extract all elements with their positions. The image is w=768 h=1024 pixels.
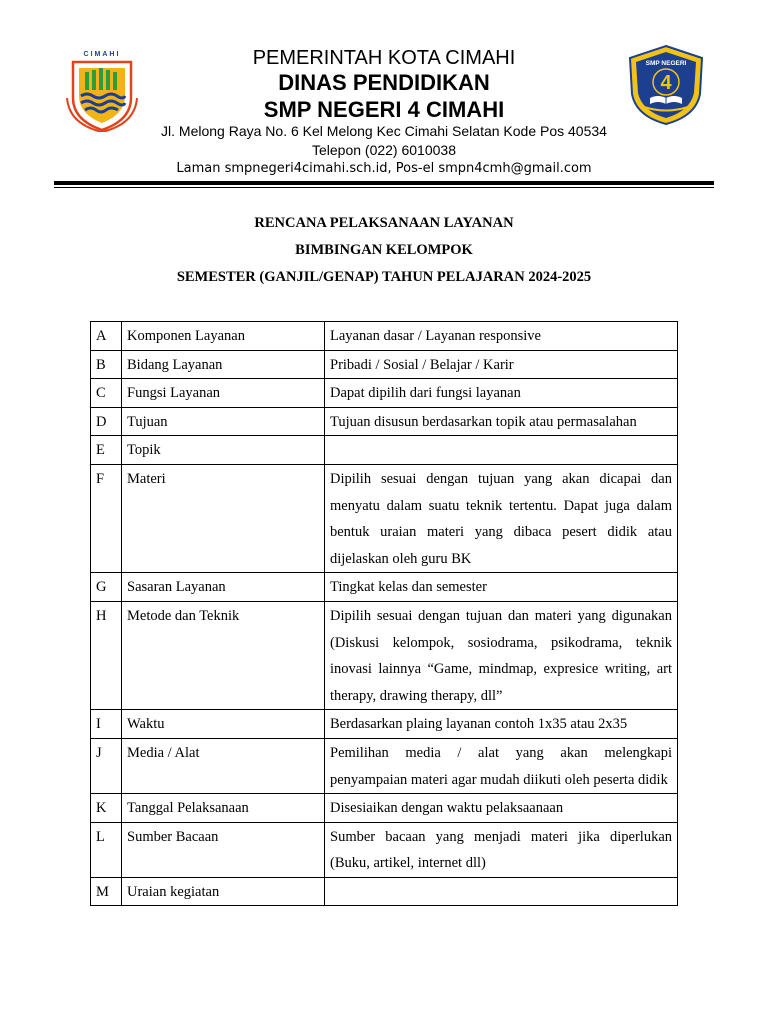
row-description: Tujuan disusun berdasarkan topik atau permasalahan: [325, 407, 678, 436]
row-component: Sumber Bacaan: [122, 822, 325, 877]
row-component: Komponen Layanan: [122, 322, 325, 351]
school-web-email: Laman smpnegeri4cimahi.sch.id, Pos-el smpn4cmh@gmail.com: [176, 161, 592, 176]
row-component: Tujuan: [122, 407, 325, 436]
table-row: [91, 877, 678, 906]
row-description: [325, 436, 678, 465]
letterhead-rule-thick: [54, 181, 714, 185]
table-row: [91, 350, 678, 379]
table-row: [91, 322, 678, 351]
school-address: Jl. Melong Raya No. 6 Kel Melong Kec Cimahi Selatan Kode Pos 40534: [161, 123, 607, 139]
row-description: Tingkat kelas dan semester: [325, 573, 678, 602]
school-phone: Telepon (022) 6010038: [311, 142, 456, 158]
emblem-school-number: 4: [660, 72, 672, 94]
row-code: H: [91, 601, 122, 709]
letterhead: [0, 0, 768, 190]
row-description: Dipilih sesuai dengan tujuan dan materi yang digunakan (Diskusi kelompok, sosiodrama, psikodrama, teknik inovasi lainnya “Game, mindmap, expresice writing, art therapy, drawing therapy, dll”: [325, 601, 678, 709]
table-row: [91, 601, 678, 709]
table-row: [91, 436, 678, 465]
table-row: [91, 794, 678, 823]
row-component: Media / Alat: [122, 738, 325, 793]
row-component: Fungsi Layanan: [122, 379, 325, 408]
document-subtitle: BIMBINGAN KELOMPOK: [295, 242, 473, 258]
agency-name: DINAS PENDIDIKAN: [278, 70, 490, 95]
emblem-school-label: SMP NEGERI: [645, 60, 687, 67]
table-row: [91, 573, 678, 602]
row-component: Materi: [122, 464, 325, 572]
document-title: RENCANA PELAKSANAAN LAYANAN: [254, 215, 514, 231]
row-code: J: [91, 738, 122, 793]
school-emblem-icon: [626, 44, 706, 126]
row-code: G: [91, 573, 122, 602]
row-component: Sasaran Layanan: [122, 573, 325, 602]
row-component: Waktu: [122, 710, 325, 739]
table-row: [91, 710, 678, 739]
document-period: SEMESTER (GANJIL/GENAP) TAHUN PELAJARAN 2024-2025: [176, 269, 592, 285]
row-code: M: [91, 877, 122, 906]
row-description: Disesiaikan dengan waktu pelaksaanaan: [325, 794, 678, 823]
row-code: C: [91, 379, 122, 408]
table-row: [91, 407, 678, 436]
table-row: [91, 464, 678, 572]
row-description: Berdasarkan plaing layanan contoh 1x35 atau 2x35: [325, 710, 678, 739]
service-plan-table: [90, 321, 678, 906]
row-description: Sumber bacaan yang menjadi materi jika diperlukan (Buku, artikel, internet dll): [325, 822, 678, 877]
row-component: Bidang Layanan: [122, 350, 325, 379]
row-code: D: [91, 407, 122, 436]
row-description: Pribadi / Sosial / Belajar / Karir: [325, 350, 678, 379]
row-code: F: [91, 464, 122, 572]
row-component: Topik: [122, 436, 325, 465]
row-code: B: [91, 350, 122, 379]
row-description: Layanan dasar / Layanan responsive: [325, 322, 678, 351]
table-row: [91, 738, 678, 793]
row-component: Metode dan Teknik: [122, 601, 325, 709]
row-code: A: [91, 322, 122, 351]
cimahi-city-emblem-icon: [63, 48, 141, 132]
row-code: L: [91, 822, 122, 877]
government-name: PEMERINTAH KOTA CIMAHI: [252, 47, 516, 69]
row-code: E: [91, 436, 122, 465]
row-code: I: [91, 710, 122, 739]
row-description: Dapat dipilih dari fungsi layanan: [325, 379, 678, 408]
emblem-city-name: CIMAHI: [83, 51, 121, 58]
letterhead-rule-thin: [54, 187, 714, 188]
school-name: SMP NEGERI 4 CIMAHI: [263, 97, 505, 122]
row-description: [325, 877, 678, 906]
table-row: [91, 822, 678, 877]
row-component: Tanggal Pelaksanaan: [122, 794, 325, 823]
row-code: K: [91, 794, 122, 823]
row-description: Dipilih sesuai dengan tujuan yang akan dicapai dan menyatu dalam suatu teknik tertentu. Dapat juga dalam bentuk uraian materi yang dibaca pesert didik atau dijelaskan oleh guru BK: [325, 464, 678, 572]
table-row: [91, 379, 678, 408]
row-description: Pemilihan media / alat yang akan melengkapi penyampaian materi agar mudah diikuti oleh peserta didik: [325, 738, 678, 793]
row-component: Uraian kegiatan: [122, 877, 325, 906]
